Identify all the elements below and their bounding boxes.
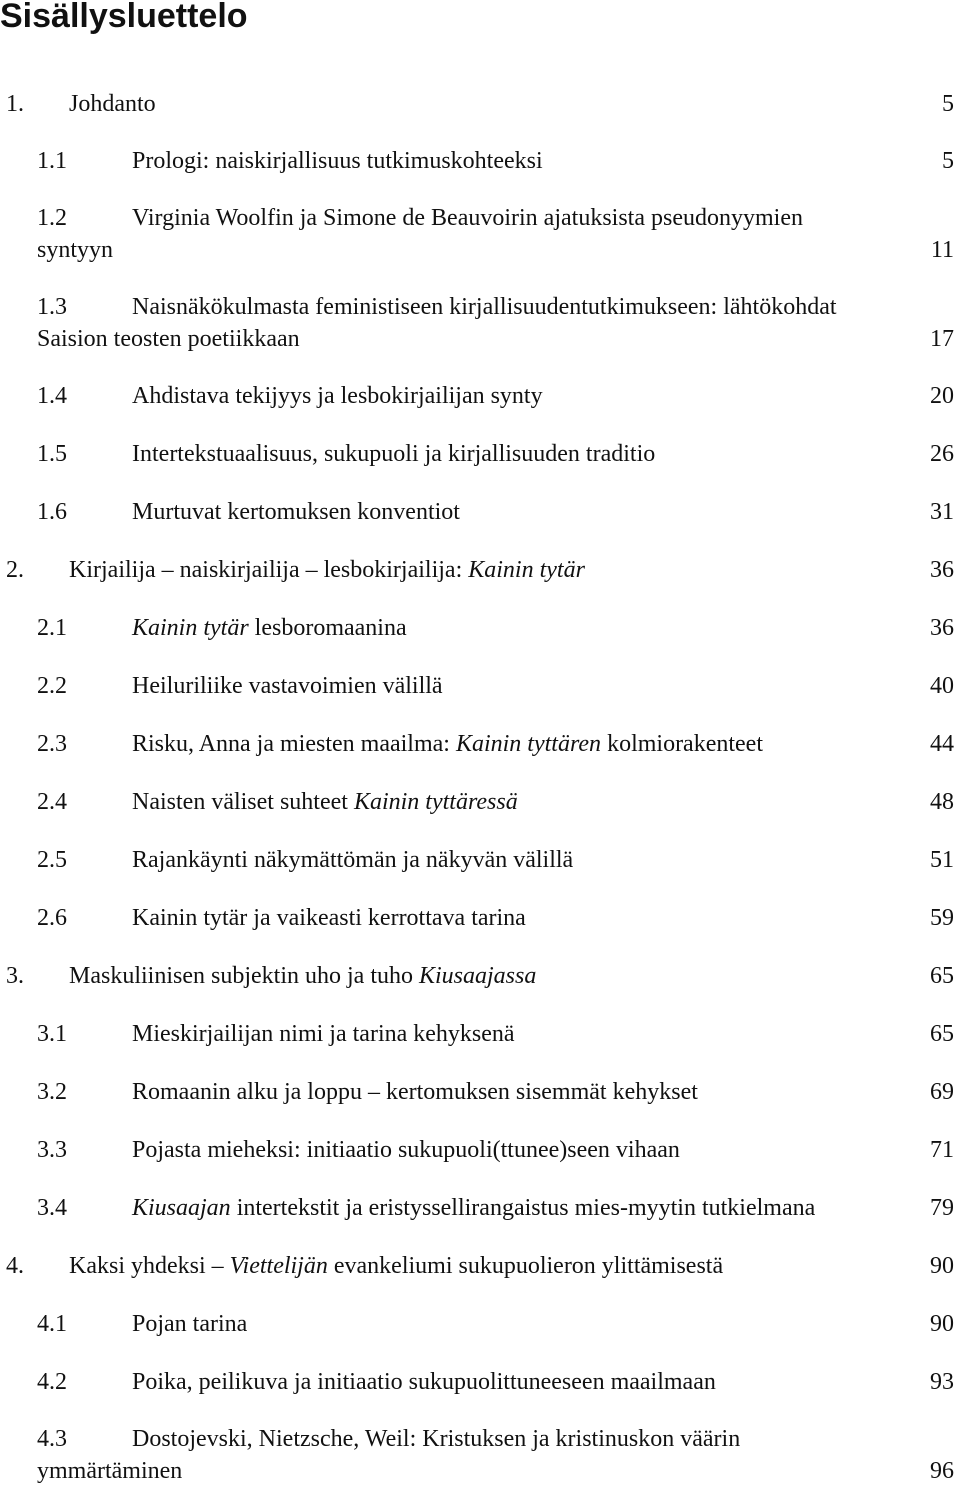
toc-entry-title: Romaanin alku ja loppu – kertomuksen sisemmät kehykset [132,1079,698,1105]
toc-entry-title-continued: Saision teosten poetiikkaan [37,326,300,352]
toc-entry-page: 59 [930,905,954,931]
toc-entry-number: 1.3 [37,294,67,320]
toc-entry-number: 2.4 [37,789,67,815]
toc-entry-page: 40 [930,673,954,699]
toc-entry[interactable] [0,202,960,266]
toc-entry-number: 4. [6,1253,24,1279]
toc-entry-title: Naisnäkökulmasta feministiseen kirjallisuudentutkimukseen: lähtökohdat [132,294,837,320]
toc-entry-number: 1.6 [37,499,67,525]
toc-entry-page: 5 [942,148,954,174]
toc-entry[interactable] [0,1250,960,1282]
toc-entry-title: Kainin tytär ja vaikeasti kerrottava tarina [132,905,526,931]
toc-entry-number: 2.6 [37,905,67,931]
toc-entry-title-continued: ymmärtäminen [37,1458,183,1484]
toc-entry-title: Ahdistava tekijyys ja lesbokirjailijan synty [132,383,543,409]
toc-entry[interactable] [0,960,960,992]
toc-entry-title: Pojan tarina [132,1311,248,1337]
toc-entry[interactable] [0,612,960,644]
toc-entry-page: 36 [930,557,954,583]
toc-entry-title: Risku, Anna ja miesten maailma: Kainin tyttären kolmiorakenteet [132,731,764,757]
toc-entry-page: 31 [930,499,954,525]
toc-entry[interactable] [0,496,960,528]
toc-entry-page: 51 [930,847,954,873]
toc-entry-page: 48 [930,789,954,815]
toc-entry-number: 1.5 [37,441,67,467]
toc-entry-number: 2.3 [37,731,67,757]
toc-entry[interactable] [0,291,960,355]
toc-entry-page: 65 [930,963,954,989]
toc-entry-title: Kiusaajan intertekstit ja eristyssellirangaistus mies-myytin tutkielmana [132,1195,816,1221]
toc-entry-title: Intertekstuaalisuus, sukupuoli ja kirjallisuuden traditio [132,441,656,467]
toc-entry-page: 20 [930,383,954,409]
toc-entry-number: 2.1 [37,615,67,641]
toc-entry-title: Kirjailija – naiskirjailija – lesbokirjailija: Kainin tytär [69,557,585,583]
toc-entry-page: 93 [930,1369,954,1395]
toc-entry-page: 11 [930,237,954,263]
toc-entry[interactable] [0,1018,960,1050]
toc-entry[interactable] [0,1076,960,1108]
toc-entry-number: 3.4 [37,1195,67,1221]
toc-entry-number: 2. [6,557,24,583]
toc-entry-number: 1.1 [37,148,67,174]
toc-entry-number: 2.2 [37,673,67,699]
toc-entry-number: 3.1 [37,1021,67,1047]
toc-entry-page: 90 [930,1253,954,1279]
page-title: Sisällysluettelo [0,0,248,35]
toc-entry[interactable] [0,1366,960,1398]
toc-entry-title: Poika, peilikuva ja initiaatio sukupuolittuneeseen maailmaan [132,1369,716,1395]
toc-entry-title: Murtuvat kertomuksen konventiot [132,499,460,525]
toc-entry-title-continued: syntyyn [37,237,114,263]
toc-entry-page: 17 [930,326,954,352]
toc-entry-number: 3.3 [37,1137,67,1163]
toc-entry[interactable] [0,88,960,120]
toc-entry-page: 96 [930,1458,954,1484]
toc-entry-number: 3. [6,963,24,989]
toc-entry-number: 1.2 [37,205,67,231]
toc-entry-page: 65 [930,1021,954,1047]
toc-entry-page: 79 [930,1195,954,1221]
toc-entry-number: 1. [6,91,24,117]
toc-entry-number: 4.3 [37,1426,67,1452]
toc-entry-title: Johdanto [69,91,156,117]
toc-entry-title: Virginia Woolfin ja Simone de Beauvoirin ajatuksista pseudonyymien [132,205,803,231]
toc-entry[interactable] [0,380,960,412]
toc-entry[interactable] [0,844,960,876]
toc-entry-title: Naisten väliset suhteet Kainin tyttäressä [132,789,518,815]
toc-entry[interactable] [0,670,960,702]
toc-entry[interactable] [0,1423,960,1483]
toc-entry[interactable] [0,554,960,586]
toc-entry[interactable] [0,1308,960,1340]
toc-entry-title: Kainin tytär lesboromaanina [132,615,407,641]
toc-entry-page: 69 [930,1079,954,1105]
toc-entry-title: Pojasta mieheksi: initiaatio sukupuoli(ttunee)seen vihaan [132,1137,680,1163]
toc-entry-page: 90 [930,1311,954,1337]
toc-entry[interactable] [0,1134,960,1166]
toc-entry-title: Rajankäynti näkymättömän ja näkyvän välillä [132,847,574,873]
toc-entry-number: 4.1 [37,1311,67,1337]
toc-entry-number: 4.2 [37,1369,67,1395]
toc-entry-number: 1.4 [37,383,67,409]
toc-entry-page: 44 [930,731,954,757]
toc-entry[interactable] [0,728,960,760]
toc-entry-page: 71 [930,1137,954,1163]
toc-entry[interactable] [0,145,960,177]
toc-entry[interactable] [0,438,960,470]
toc-entry-page: 5 [942,91,954,117]
toc-entry-title: Mieskirjailijan nimi ja tarina kehyksenä [132,1021,515,1047]
toc-entry[interactable] [0,902,960,934]
toc-entry-title: Maskuliinisen subjektin uho ja tuho Kiusaajassa [69,963,537,989]
toc-entry-number: 2.5 [37,847,67,873]
toc-entry[interactable] [0,1192,960,1224]
toc-entry-title: Heiluriliike vastavoimien välillä [132,673,443,699]
toc-entry-number: 3.2 [37,1079,67,1105]
toc-entry-title: Prologi: naiskirjallisuus tutkimuskohteeksi [132,148,543,174]
toc-entry-page: 26 [930,441,954,467]
toc-entry-page: 36 [930,615,954,641]
toc-entry[interactable] [0,786,960,818]
toc-entry-title: Kaksi yhdeksi – Viettelijän evankeliumi sukupuolieron ylittämisestä [69,1253,724,1279]
toc-entry-title: Dostojevski, Nietzsche, Weil: Kristuksen ja kristinuskon väärin [132,1426,741,1452]
